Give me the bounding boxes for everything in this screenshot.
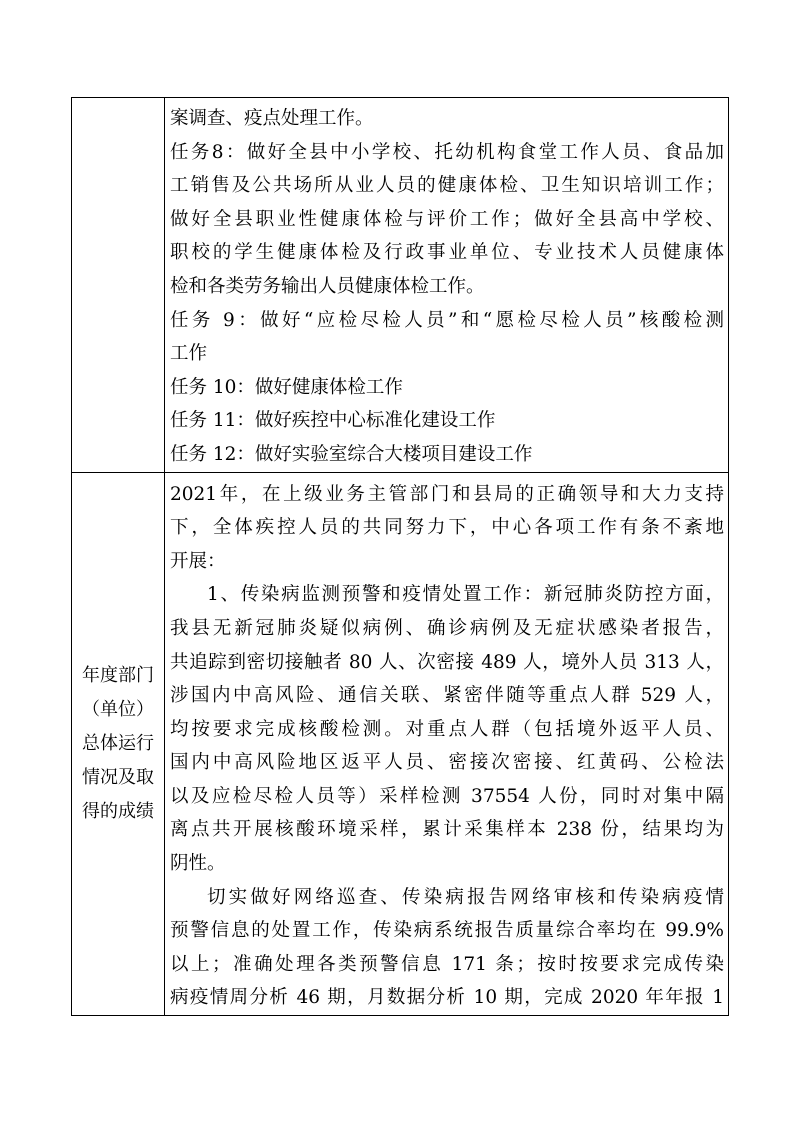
text-line: 任务 9：做好“应检尽检人员”和“愿检尽检人员”核酸检测 [170, 309, 724, 331]
text-line: 均按要求完成核酸检测。对重点人群（包括境外返平人员、 [170, 718, 724, 740]
text-line: 涉国内中高风险、通信关联、紧密伴随等重点人群 529 人， [170, 685, 724, 707]
text-line: 任务 11：做好疾控中心标准化建设工作 [170, 410, 496, 432]
text-line: 我县无新冠肺炎疑似病例、确诊病例及无症状感染者报告， [170, 617, 724, 639]
text-line: 工销售及公共场所从业人员的健康体检、卫生知识培训工作； [170, 175, 724, 197]
row-content-cell-tasks [165, 98, 729, 473]
row-content-cell-annual-performance [165, 472, 729, 1016]
row-label-annual-performance: 年度部门（单位）总体运行情况及取得的成绩 [82, 664, 154, 822]
table-row-annual-performance [72, 472, 729, 1016]
report-table [71, 97, 729, 1016]
table-row-tasks [72, 98, 729, 473]
text-line: 工作 [170, 343, 208, 365]
row-label-cell-annual-performance [72, 472, 165, 1016]
text-line: 任务8：做好全县中小学校、托幼机构食堂工作人员、食品加 [170, 141, 724, 163]
text-line: 以及应检尽检人员等）采样检测 37554 人份，同时对集中隔 [170, 785, 724, 807]
text-line: 检和各类劳务输出人员健康体检工作。 [170, 275, 485, 297]
text-line: 以上；准确处理各类预警信息 171 条；按时按要求完成传染 [170, 953, 724, 975]
text-line: 下，全体疾控人员的共同努力下，中心各项工作有条不紊地 [170, 517, 724, 539]
text-line: 国内中高风险地区返平人员、密接次密接、红黄码、公检法 [170, 752, 724, 774]
text-line: 1、传染病监测预警和疫情处置工作：新冠肺炎防控方面， [207, 584, 724, 606]
text-line: 任务 12：做好实验室综合大楼项目建设工作 [170, 443, 533, 465]
text-line: 职校的学生健康体检及行政事业单位、专业技术人员健康体 [170, 242, 724, 264]
text-line: 切实做好网络巡查、传染病报告网络审核和传染病疫情 [207, 886, 724, 908]
row-label-cell-tasks [72, 98, 165, 473]
text-line: 病疫情周分析 46 期，月数据分析 10 期，完成 2020 年年报 1 [170, 987, 724, 1009]
text-line: 2021年，在上级业务主管部门和县局的正确领导和大力支持 [170, 483, 724, 505]
text-line: 共追踪到密切接触者 80 人、次密接 489 人，境外人员 313 人， [170, 651, 724, 673]
text-line: 预警信息的处置工作，传染病系统报告质量综合率均在 99.9% [170, 920, 724, 942]
text-line: 案调查、疫点处理工作。 [170, 108, 374, 129]
text-line: 开展： [170, 550, 226, 572]
text-line: 任务 10：做好健康体检工作 [170, 376, 403, 398]
text-line: 离点共开展核酸环境采样，累计采集样本 238 份，结果均为 [170, 819, 724, 841]
text-line: 做好全县职业性健康体检与评价工作；做好全县高中学校、 [170, 208, 724, 230]
text-line: 阴性。 [170, 853, 226, 875]
